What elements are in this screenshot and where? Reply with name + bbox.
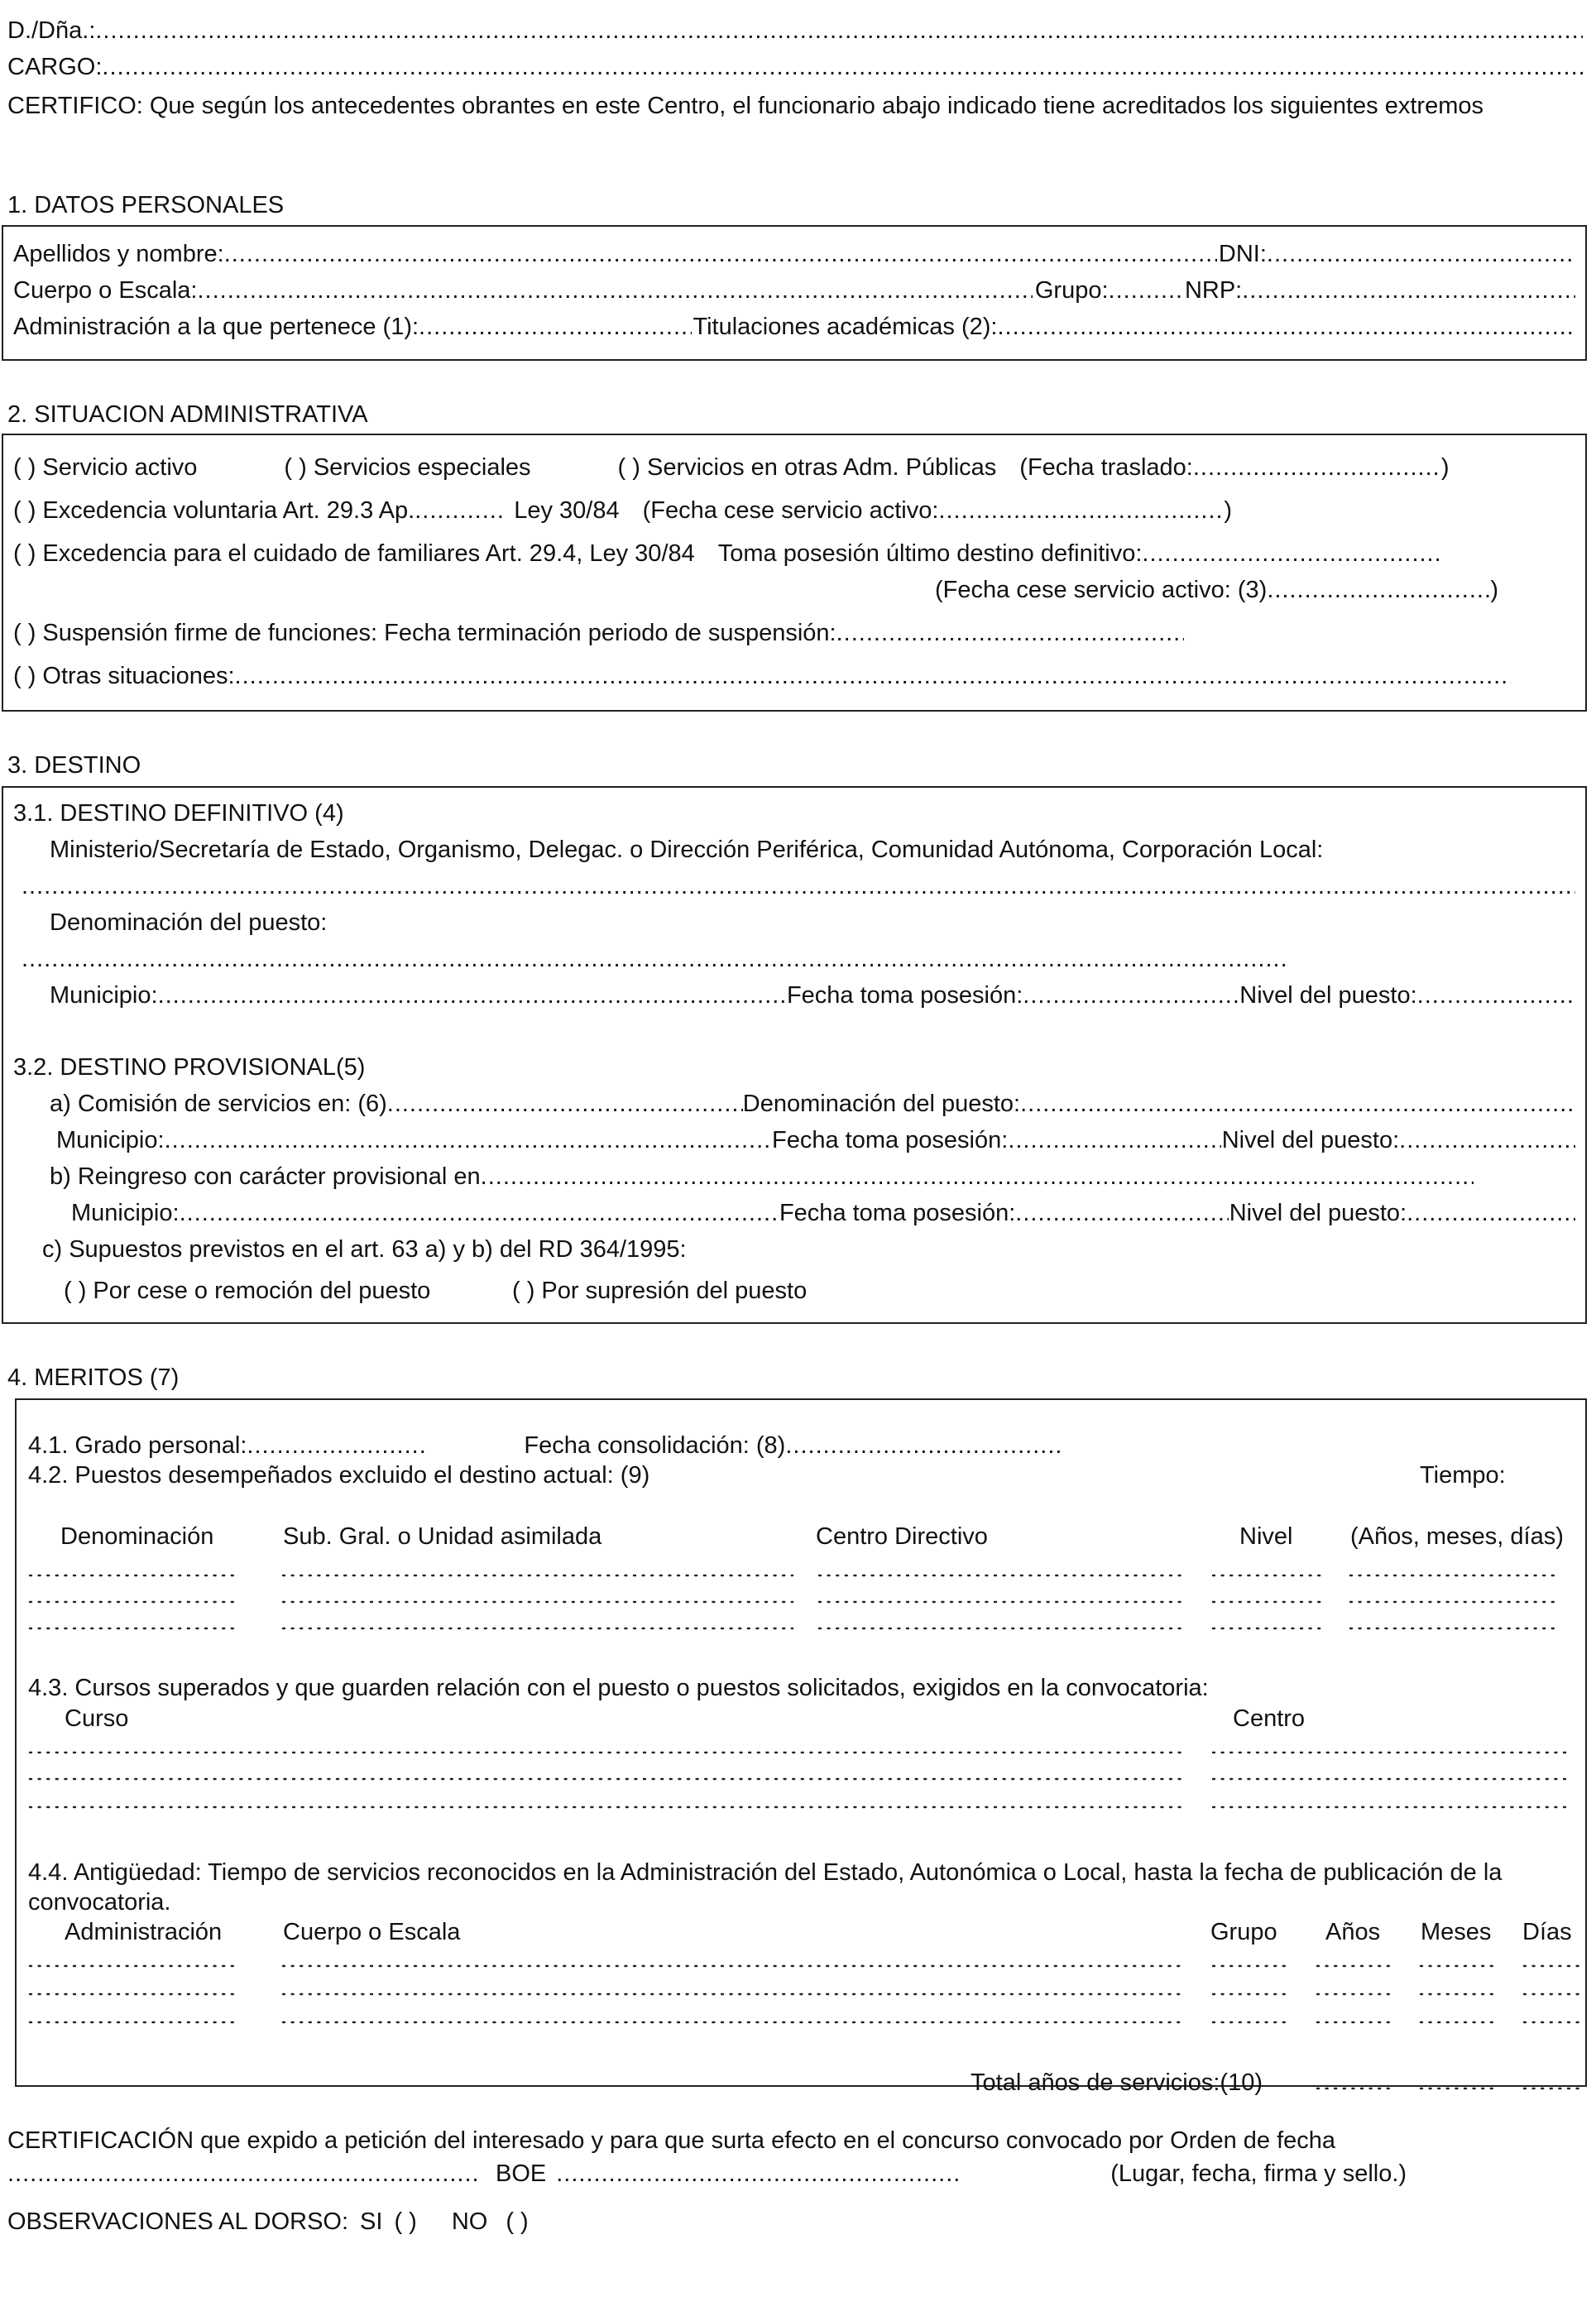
tiempo-label: Tiempo:	[1420, 1462, 1506, 1489]
suspension-checkbox[interactable]: ( ) Suspensión firme de funciones: Fecha terminación periodo de suspensión:	[13, 620, 836, 646]
ministerio-label: Ministerio/Secretaría de Estado, Organismo, Delegac. o Dirección Periférica, Comunidad Autónoma, Corporación Local:	[50, 837, 1324, 863]
col-centro: Centro	[1233, 1705, 1306, 1732]
fecha-toma-label: Fecha toma posesión:	[786, 982, 1023, 1009]
lugar-fecha-firma-label: (Lugar, fecha, firma y sello.)	[1110, 2160, 1407, 2187]
col-centro-directivo: Centro Directivo	[816, 1523, 988, 1550]
section2-title: 2. SITUACION ADMINISTRATIVA	[7, 401, 368, 428]
apellidos-label: Apellidos y nombre:	[13, 241, 224, 267]
puestos-label: 4.2. Puestos desempeñados excluido el destino actual: (9)	[28, 1462, 650, 1489]
col-cuerpo-escala: Cuerpo o Escala	[283, 1919, 461, 1945]
col-administracion: Administración	[65, 1919, 223, 1945]
administracion-label: Administración a la que pertenece (1):	[13, 314, 419, 340]
col-anios: Años	[1325, 1919, 1381, 1945]
col-curso: Curso	[65, 1705, 129, 1732]
orden-fecha-field[interactable]	[7, 2160, 479, 2189]
certifico-text: CERTIFICO: Que según los antecedentes obrantes en este Centro, el funcionario abajo indicado tiene acreditados los siguientes extremos	[7, 93, 1483, 119]
servicios-otras-checkbox[interactable]: ( ) Servicios en otras Adm. Públicas	[617, 454, 997, 481]
col-denominacion: Denominación	[60, 1523, 214, 1550]
observaciones-row	[7, 2208, 752, 2237]
supresion-checkbox[interactable]: ( ) Por supresión del puesto	[512, 1278, 808, 1304]
municipio-label: Municipio:	[71, 1200, 180, 1226]
fecha-toma-label: Fecha toma posesión:	[779, 1200, 1016, 1226]
supuestos-label: c) Supuestos previstos en el art. 63 a) y b) del RD 364/1995:	[42, 1236, 687, 1263]
col-subgral: Sub. Gral. o Unidad asimilada	[283, 1523, 602, 1550]
section1-title: 1. DATOS PERSONALES	[7, 192, 285, 218]
grupo-label: Grupo:	[1034, 277, 1109, 304]
nivel-label: Nivel del puesto:	[1229, 1200, 1407, 1226]
excedencia-cuidado-checkbox[interactable]: ( ) Excedencia para el cuidado de familiares Art. 29.4, Ley 30/84	[13, 540, 695, 567]
boe-row	[7, 2160, 1579, 2189]
grado-label: 4.1. Grado personal:	[28, 1432, 247, 1459]
municipio-label: Municipio:	[50, 982, 158, 1009]
destino-definitivo-title: 3.1. DESTINO DEFINITIVO (4)	[13, 800, 344, 827]
nivel-label: Nivel del puesto:	[1221, 1127, 1400, 1153]
no-label: NO	[451, 2208, 488, 2235]
denominacion2-label: Denominación del puesto:	[742, 1091, 1021, 1117]
si-checkbox[interactable]: ( )	[394, 2208, 417, 2235]
toma-posesion-label: Toma posesión último destino definitivo:	[717, 540, 1143, 567]
boe-label: BOE	[496, 2160, 547, 2187]
nivel-label: Nivel del puesto:	[1239, 982, 1417, 1009]
municipio-label: Municipio:	[56, 1127, 165, 1153]
denominacion-label: Denominación del puesto:	[50, 909, 328, 936]
comision-label: a) Comisión de servicios en: (6)	[50, 1091, 387, 1117]
close-paren: )	[1224, 497, 1233, 524]
destino-provisional-title: 3.2. DESTINO PROVISIONAL(5)	[13, 1054, 366, 1081]
col-dias: Días	[1522, 1919, 1572, 1945]
cursos-label: 4.3. Cursos superados y que guarden relación con el puesto o puestos solicitados, exigidos en la convocatoria:	[28, 1675, 1209, 1701]
col-meses: Meses	[1421, 1919, 1492, 1945]
nrp-label: NRP:	[1184, 277, 1243, 304]
col-anios-meses-dias: (Años, meses, días)	[1350, 1523, 1564, 1550]
section3-title: 3. DESTINO	[7, 752, 141, 779]
titulaciones-label: Titulaciones académicas (2):	[693, 314, 998, 340]
cargo-label: CARGO:	[7, 54, 103, 80]
col-nivel: Nivel	[1239, 1523, 1293, 1550]
fecha-traslado-label: (Fecha traslado:	[1019, 454, 1193, 481]
certificacion-text: CERTIFICACIÓN que expido a petición del interesado y para que surta efecto en el concurso convocado por Orden de fecha	[7, 2127, 1336, 2154]
reingreso-label: b) Reingreso con carácter provisional en	[50, 1163, 481, 1190]
si-label: SI	[360, 2208, 383, 2235]
cuerpo-label: Cuerpo o Escala:	[13, 277, 198, 304]
fecha-cese-label: (Fecha cese servicio activo:	[642, 497, 939, 524]
excedencia-voluntaria-checkbox[interactable]: ( ) Excedencia voluntaria Art. 29.3 Ap.	[13, 497, 415, 524]
ley-label: Ley 30/84	[514, 497, 620, 524]
fecha-cese-3-label: (Fecha cese servicio activo: (3)	[935, 577, 1268, 603]
no-checkbox[interactable]: ( )	[506, 2208, 529, 2235]
section4-title: 4. MERITOS (7)	[7, 1364, 180, 1391]
antiguedad-label: 4.4. Antigüedad: Tiempo de servicios reconocidos en la Administración del Estado, Autonómica o Local, hasta la fecha de publicación de la convocatoria.	[28, 1859, 1503, 1916]
servicio-activo-checkbox[interactable]: ( ) Servicio activo	[13, 454, 198, 481]
total-label: Total años de servicios:(10)	[971, 2069, 1263, 2096]
fecha-toma-label: Fecha toma posesión:	[771, 1127, 1009, 1153]
boe-field[interactable]	[556, 2160, 961, 2189]
close-paren: )	[1440, 454, 1450, 481]
dona-label: D./Dña.:	[7, 17, 96, 44]
otras-situaciones-checkbox[interactable]: ( ) Otras situaciones:	[13, 663, 235, 689]
close-paren: )	[1490, 577, 1498, 603]
col-grupo: Grupo	[1210, 1919, 1277, 1945]
dni-label: DNI:	[1218, 241, 1267, 267]
servicios-especiales-checkbox[interactable]: ( ) Servicios especiales	[284, 454, 531, 481]
fecha-consolidacion-label: Fecha consolidación: (8)	[524, 1432, 786, 1459]
observaciones-label: OBSERVACIONES AL DORSO:	[7, 2208, 349, 2235]
cese-checkbox[interactable]: ( ) Por cese o remoción del puesto	[64, 1278, 431, 1304]
